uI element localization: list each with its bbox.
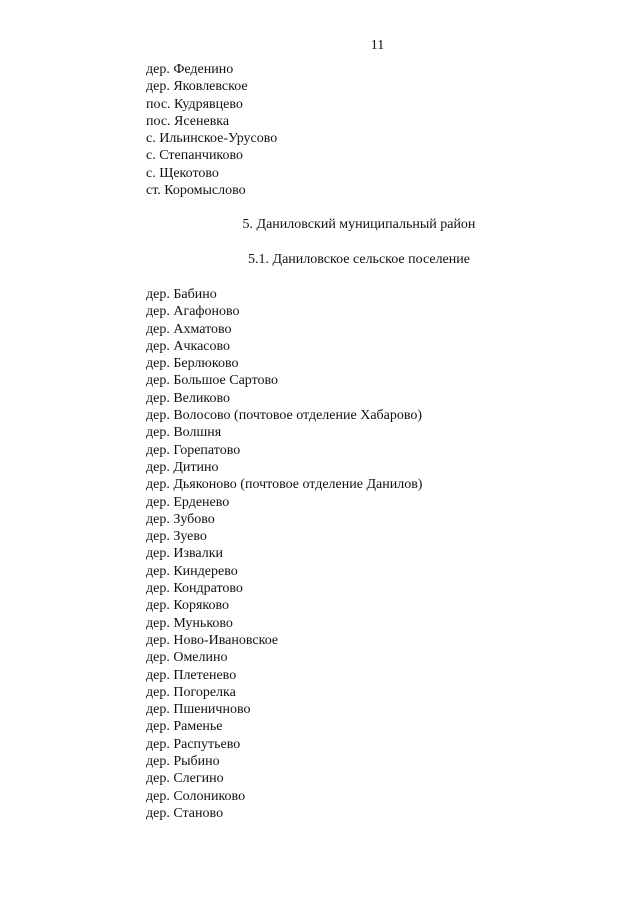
- list-item: пос. Ясеневка: [146, 113, 230, 129]
- list-item: дер. Зуево: [146, 529, 207, 545]
- list-item: с. Ильинское-Урусово: [146, 131, 278, 147]
- list-item: дер. Бабино: [146, 287, 217, 302]
- section-heading: 5. Даниловский муниципальный район: [242, 217, 476, 232]
- locality-list-top: [146, 61, 277, 199]
- list-item: дер. Киндерево: [146, 563, 238, 579]
- list-item: дер. Ахматово: [146, 321, 232, 337]
- locality-list-main: [146, 286, 422, 822]
- list-item: пос. Кудрявцево: [146, 96, 243, 112]
- list-item: дер. Волшня: [146, 425, 222, 441]
- list-item: дер. Погорелка: [146, 684, 236, 700]
- list-item: дер. Волосово (почтовое отделение Хабарово): [146, 408, 423, 424]
- list-item: дер. Ерденево: [146, 494, 230, 510]
- list-item: дер. Пшеничново: [146, 702, 251, 718]
- list-item: дер. Берлюково: [146, 356, 239, 372]
- list-item: дер. Зубово: [146, 511, 215, 527]
- subsection-heading: 5.1. Даниловское сельское поселение: [248, 252, 470, 267]
- list-item: дер. Яковлевское: [146, 79, 248, 95]
- list-item: дер. Большое Сартово: [146, 373, 279, 389]
- list-item: дер. Кондратово: [146, 581, 243, 597]
- list-item: дер. Феденино: [146, 62, 234, 77]
- list-item: дер. Агафоново: [146, 304, 240, 320]
- list-item: дер. Рыбино: [146, 754, 220, 770]
- list-item: с. Щекотово: [146, 165, 219, 181]
- list-item: дер. Слегино: [146, 771, 224, 787]
- list-item: дер. Дьяконово (почтовое отделение Данилов): [146, 477, 423, 493]
- list-item: дер. Горепатово: [146, 442, 241, 458]
- list-item: дер. Солониково: [146, 788, 246, 804]
- list-item: дер. Ново-Ивановское: [146, 632, 279, 648]
- list-item: дер. Извалки: [146, 546, 224, 562]
- list-item: дер. Ачкасово: [146, 338, 231, 354]
- list-item: дер. Коряково: [146, 598, 230, 614]
- list-item: дер. Распутьево: [146, 736, 241, 752]
- list-item: с. Степанчиково: [146, 148, 244, 164]
- list-item: дер. Раменье: [146, 719, 223, 735]
- list-item: дер. Дитино: [146, 459, 219, 475]
- page-number: 11: [370, 38, 385, 53]
- list-item: дер. Становo: [146, 805, 224, 821]
- list-item: дер. Муньково: [146, 615, 233, 631]
- list-item: ст. Коромыслово: [146, 183, 246, 199]
- list-item: дер. Омелино: [146, 650, 228, 666]
- list-item: дер. Великово: [146, 390, 230, 406]
- list-item: дер. Плетенево: [146, 667, 237, 683]
